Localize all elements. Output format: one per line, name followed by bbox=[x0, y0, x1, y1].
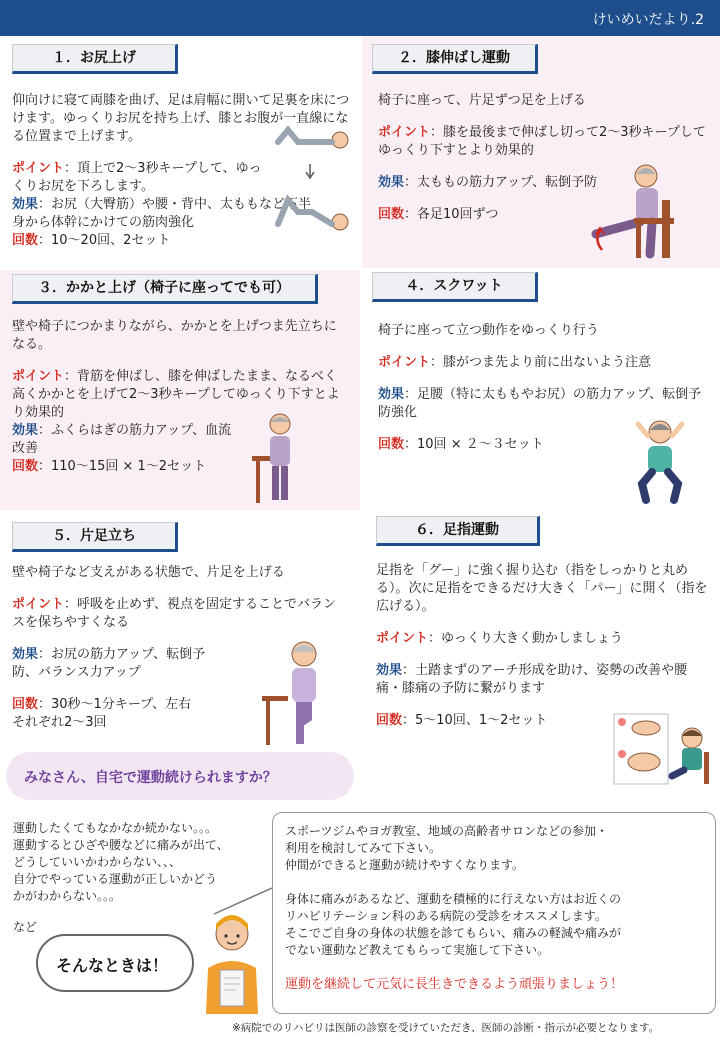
advice-line: そこでご自身の身体の状態を診てもらい、痛みの軽減や痛みが bbox=[285, 926, 622, 940]
advice-line: スポーツジムやヨガ教室、地域の高齢者サロンなどの参加・ bbox=[285, 824, 609, 838]
section-1-effect: ：お尻（大臀筋）や腰・背中、太ももなど下半身から体幹にかけての筋肉強化 bbox=[12, 197, 312, 230]
question-banner bbox=[6, 752, 354, 800]
section-1-point: ：頂上で2～3秒キープして、ゆっくりお尻を下ろします。 bbox=[12, 161, 262, 194]
section-4-count: ：10回 × ２～３セット bbox=[404, 437, 544, 452]
section-6-title: ６．足指運動 bbox=[376, 516, 540, 546]
point-label: ポイント bbox=[12, 369, 65, 384]
section-6-count: ：5～10回、1～2セット bbox=[402, 713, 548, 728]
heel-raise-illustration bbox=[250, 412, 306, 506]
count-label: 回数 bbox=[12, 459, 39, 474]
effect-label: 効果 bbox=[378, 175, 405, 190]
knee-extension-illustration bbox=[590, 160, 706, 264]
advice-line: リハビリテーション科のある病院の受診をオススメします。 bbox=[285, 909, 607, 923]
count-label: 回数 bbox=[12, 233, 39, 248]
section-6-desc: 足指を「グー」に強く握り込む（指をしっかりと丸める）。次に足指をできるだけ大きく「パー」に開く（指を広げる）。 bbox=[376, 563, 708, 614]
squat-illustration bbox=[624, 416, 696, 504]
advice-line: 仲間ができると運動が続けやすくなります。 bbox=[285, 858, 525, 872]
advice-box bbox=[272, 812, 716, 1014]
concern-line: 運動するとひざや腰などに痛みが出て、 bbox=[13, 838, 229, 852]
section-3-title: ３．かかと上げ（椅子に座ってでも可） bbox=[12, 274, 318, 304]
advice-line: 身体に痛みがあるなど、運動を積極的に行えない方はお近くの bbox=[285, 892, 622, 906]
section-4-effect: ：足腰（特に太ももやお尻）の筋力アップ、転倒予防強化 bbox=[378, 387, 702, 420]
section-4-point: ：膝がつま先より前に出ないよう注意 bbox=[430, 355, 652, 370]
section-4-title: ４．スクワット bbox=[372, 272, 538, 302]
advice-line: 利用を検討してみて下さい。 bbox=[285, 841, 442, 855]
section-1-count: ：10～20回、2セット bbox=[38, 233, 171, 248]
section-3-effect: ：ふくらはぎの筋力アップ、血流改善 bbox=[12, 423, 232, 456]
section-5-effect: ：お尻の筋力アップ、転倒予防、バランス力アップ bbox=[12, 647, 206, 680]
section-6 bbox=[362, 512, 720, 750]
concern-line: どうしていいかわからない、、、 bbox=[13, 855, 182, 869]
cheer-text: 運動を継続して元気に長生きできるよう頑張りましょう！ bbox=[285, 977, 624, 992]
toe-exercise-illustration bbox=[612, 712, 716, 788]
section-2-point: ：膝を最後まで伸ばし切って2～3秒キープしてゆっくり下すとより効果的 bbox=[378, 125, 706, 158]
section-6-body bbox=[376, 562, 712, 730]
section-5-point: ：呼吸を止めず、視点を固定することでバランスを保ちやすくなる bbox=[12, 597, 336, 630]
section-2-desc: 椅子に座って、片足ずつ足を上げる bbox=[378, 93, 586, 108]
section-5 bbox=[0, 512, 360, 750]
count-label: 回数 bbox=[378, 437, 405, 452]
count-label: 回数 bbox=[378, 207, 405, 222]
section-6-point: ：ゆっくり大きく動かしましょう bbox=[428, 631, 623, 646]
section-6-effect: ：土踏まずのアーチ形成を助け、姿勢の改善や腰痛・膝痛の予防に繋がります bbox=[376, 663, 688, 696]
section-1-desc: 仰向けに寝て両膝を曲げ、足は肩幅に開いて足裏を床につけます。ゆっくりお尻を持ち上げ、膝とお腹が一直線になる位置まで上げます。 bbox=[12, 93, 350, 144]
count-label: 回数 bbox=[376, 713, 403, 728]
concern-line: 自分でやっている運動が正しいかどう bbox=[13, 872, 218, 886]
effect-label: 効果 bbox=[12, 197, 39, 212]
footnote: ※病院でのリハビリは医師の診察を受けていただき、医師の診断・指示が必要となります。 bbox=[232, 1022, 660, 1034]
count-label: 回数 bbox=[12, 697, 39, 712]
section-5-desc: 壁や椅子など支えがある状態で、片足を上げる bbox=[12, 565, 285, 580]
section-2 bbox=[362, 36, 720, 268]
section-3-count: ：110～15回 × 1～2セット bbox=[38, 459, 207, 474]
section-2-effect: ：太ももの筋力アップ、転倒予防 bbox=[404, 175, 598, 190]
section-2-count: ：各足10回ずつ bbox=[404, 207, 499, 222]
header-bar bbox=[0, 0, 720, 36]
advice-text bbox=[285, 823, 709, 993]
hip-raise-illustration bbox=[268, 124, 352, 242]
speech-bubble bbox=[36, 934, 194, 992]
point-label: ポイント bbox=[376, 631, 429, 646]
one-leg-stand-illustration bbox=[258, 638, 332, 748]
banner-text: みなさん、自宅で運動続けられますか？ bbox=[24, 770, 277, 786]
section-5-count: ：30秒～1分キープ、左右それぞれ2～3回 bbox=[12, 697, 192, 730]
concern-line: 運動したくてもなかなか続かない。。。 bbox=[13, 821, 218, 835]
section-3-desc: 壁や椅子につかまりながら、かかとを上げつま先立ちになる。 bbox=[12, 319, 337, 352]
concern-line: かがわからない。。。 bbox=[13, 889, 122, 903]
section-4 bbox=[362, 270, 720, 510]
bubble-text: そんなときは！ bbox=[56, 956, 169, 975]
point-label: ポイント bbox=[12, 161, 65, 176]
section-1 bbox=[0, 36, 360, 268]
section-2-title: ２．膝伸ばし運動 bbox=[372, 44, 538, 74]
point-label: ポイント bbox=[378, 355, 431, 370]
advice-line: でない運動など教えてもらって実施して下さい。 bbox=[285, 943, 550, 957]
point-label: ポイント bbox=[378, 125, 431, 140]
section-4-desc: 椅子に座って立つ動作をゆっくり行う bbox=[378, 323, 599, 338]
newsletter-title: けいめいだより.2 bbox=[592, 12, 704, 28]
effect-label: 効果 bbox=[12, 647, 39, 662]
effect-label: 効果 bbox=[378, 387, 405, 402]
section-1-title: １．お尻上げ bbox=[12, 44, 178, 74]
staff-illustration bbox=[196, 884, 276, 1016]
section-3-point: ：背筋を伸ばし、膝を伸ばしたまま、なるべく高くかかとを上げて2～3秒キープしてゆっくり下すとより効果的 bbox=[12, 369, 340, 420]
effect-label: 効果 bbox=[12, 423, 39, 438]
section-3 bbox=[0, 270, 360, 510]
effect-label: 効果 bbox=[376, 663, 403, 678]
section-5-title: ５．片足立ち bbox=[12, 522, 178, 552]
etc-text: など bbox=[13, 920, 38, 934]
point-label: ポイント bbox=[12, 597, 65, 612]
